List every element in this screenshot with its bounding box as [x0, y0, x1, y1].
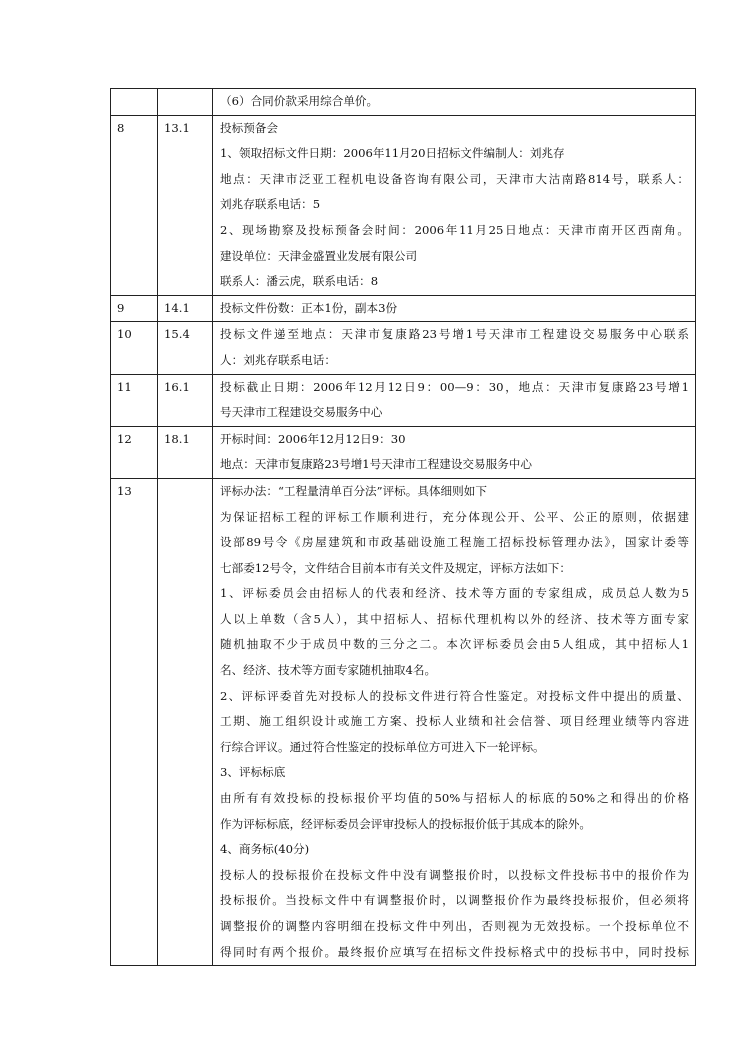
content-line: 投标文件份数：正本1份，副本3份: [220, 300, 398, 315]
table-row: [111, 374, 696, 426]
content-line: 作为评标标底，经评标委员会评审投标人的投标报价低于其成本的除外。: [220, 816, 592, 831]
content-cell: [213, 89, 696, 116]
content-line: 4、商务标(40分): [220, 842, 310, 857]
content-line: 为保证招标工程的评标工作顺利进行，充分体现公开、公平、公正的原则，依据建: [220, 509, 689, 524]
row-number-cell: 13: [111, 478, 158, 965]
row-number-cell: 10: [111, 322, 158, 374]
content-line: 随机抽取不少于成员中数的三分之二。本次评标委员会由5人组成，其中招标人1: [220, 637, 689, 652]
clause-number-cell: 14.1: [158, 295, 213, 322]
content-line: 由所有有效投标的投标报价平均值的50%与招标人的标底的50%之和得出的价格: [220, 791, 689, 806]
clause-number-cell: [158, 89, 213, 116]
content-line: 投标预备会: [220, 120, 278, 135]
content-line: 人以上单数（含5人），其中招标人、招标代理机构以外的经济、技术等方面专家: [220, 611, 689, 626]
content-line: 1、评标委员会由招标人的代表和经济、技术等方面的专家组成，成员总人数为5: [220, 586, 689, 601]
content-line: 人：刘兆存联系电话：: [220, 352, 336, 367]
clause-number-cell: 18.1: [158, 426, 213, 478]
content-line: 投标人的投标报价在投标文件中没有调整报价时，以投标文件投标书中的报价作为: [220, 867, 689, 882]
table-row: [111, 322, 696, 374]
clause-number-cell: 13.1: [158, 115, 213, 295]
content-line: 行综合评议。通过符合性鉴定的投标单位方可进入下一轮评标。: [220, 739, 545, 754]
clause-number-cell: [158, 478, 213, 965]
content-line: 联系人：潘云虎，联系电话：8: [220, 274, 379, 289]
content-line: 3、评标标底: [220, 765, 286, 780]
content-cell: [213, 295, 696, 322]
content-line: 地点：天津市泛亚工程机电设备咨询有限公司，天津市大沽南路814号，联系人：: [220, 171, 689, 186]
content-line: 地点：天津市复康路23号增1号天津市工程建设交易服务中心: [220, 457, 532, 472]
content-line: （6）合同价款采用综合单价。: [220, 94, 379, 108]
content-cell: [213, 478, 696, 965]
content-line: 开标时间：2006年12月12日9：30: [220, 431, 406, 446]
row-number-cell: 12: [111, 426, 158, 478]
content-line: 刘兆存联系电话：5: [220, 197, 321, 212]
content-line: 2、现场勘察及投标预备会时间：2006年11月25日地点：天津市南开区西南角。: [220, 222, 689, 237]
clause-number-cell: 16.1: [158, 374, 213, 426]
table-row: [111, 478, 696, 965]
content-line: 建设单位：天津金盛置业发展有限公司: [220, 248, 418, 263]
content-line: 2、评标评委首先对投标人的投标文件进行符合性鉴定。对投标文件中提出的质量、: [220, 688, 689, 703]
bid-data-table: [110, 88, 696, 966]
content-line: 投标截止日期：2006年12月12日9：00—9：30，地点：天津市复康路23号增1: [220, 379, 689, 394]
content-line: 工期、施工组织设计或施工方案、投标人业绩和社会信誉、项目经理业绩等内容进: [220, 714, 689, 729]
clause-number-cell: 15.4: [158, 322, 213, 374]
row-number-cell: [111, 89, 158, 116]
table-row: [111, 89, 696, 116]
table-row: [111, 115, 696, 295]
content-cell: [213, 426, 696, 478]
content-line: 七部委12号令，文件结合目前本市有关文件及规定，评标方法如下：: [220, 560, 571, 575]
content-line: 1、领取招标文件日期：2006年11月20日招标文件编制人：刘兆存: [220, 146, 565, 161]
content-cell: [213, 115, 696, 295]
content-line: 名、经济、技术等方面专家随机抽取4名。: [220, 663, 437, 678]
content-line: 号天津市工程建设交易服务中心: [220, 405, 383, 420]
content-cell: [213, 374, 696, 426]
content-line: 得同时有两个报价。最终报价应填写在招标文件投标格式中的投标书中，同时投标: [220, 944, 689, 959]
row-number-cell: 11: [111, 374, 158, 426]
table-row: [111, 295, 696, 322]
row-number-cell: 9: [111, 295, 158, 322]
content-line: 设部89号令《房屋建筑和市政基础设施工程施工招标投标管理办法》，国家计委等: [220, 535, 689, 550]
content-cell: [213, 322, 696, 374]
table-row: [111, 426, 696, 478]
content-line: 调整报价的调整内容明细在投标文件中列出，否则视为无效投标。一个投标单位不: [220, 919, 689, 933]
content-line: 投标报价。当投标文件中有调整报价时，以调整报价作为最终投标报价，但必须将: [220, 893, 689, 908]
content-line: 投标文件递至地点：天津市复康路23号增1号天津市工程建设交易服务中心联系: [220, 327, 689, 342]
content-line: 评标办法：“工程量清单百分法”评标。具体细则如下: [220, 483, 487, 498]
bid-data-table-body: [111, 89, 696, 966]
row-number-cell: 8: [111, 115, 158, 295]
